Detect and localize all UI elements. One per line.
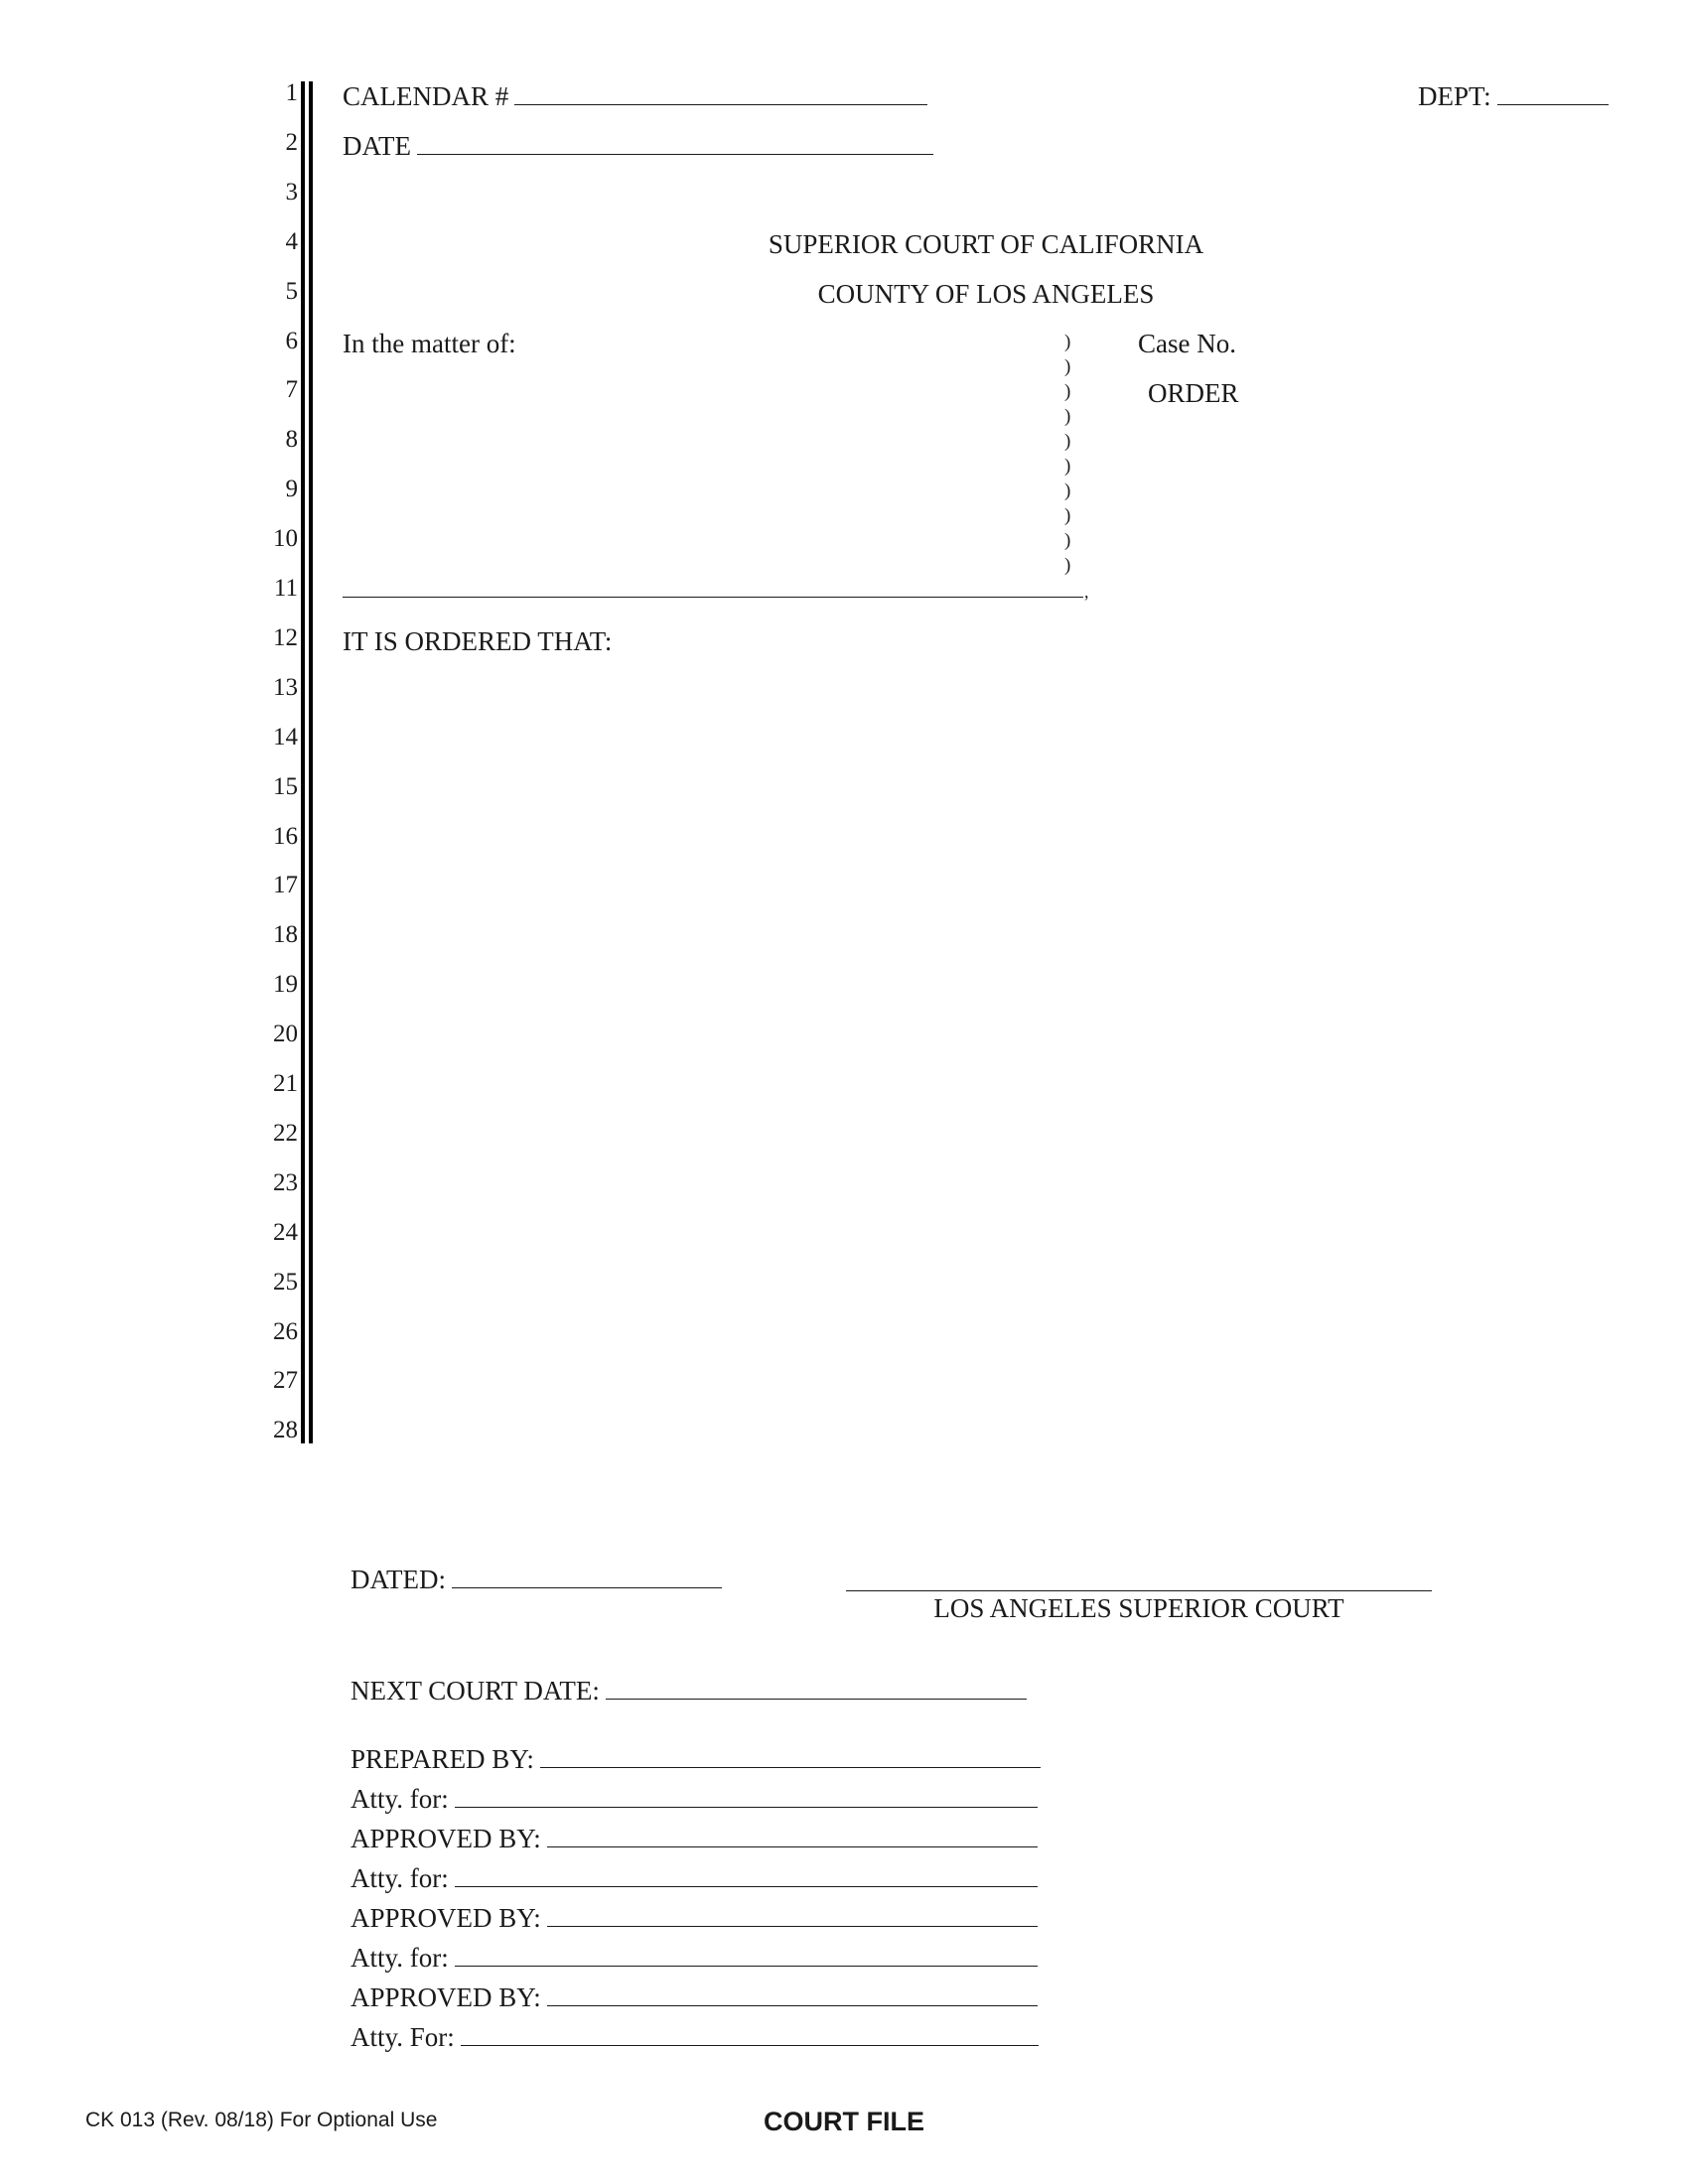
- caption-paren: ): [1064, 381, 1071, 402]
- copy-designation: COURT FILE: [764, 2107, 924, 2136]
- matter-label: In the matter of:: [343, 329, 516, 358]
- atty-for-label: Atty. For:: [351, 2022, 455, 2052]
- line-number: 14: [273, 723, 298, 751]
- dept-field: [1418, 79, 1609, 112]
- caption-paren: ): [1064, 406, 1071, 427]
- approved-by-label: APPROVED BY:: [351, 1982, 541, 2012]
- dated-field: [351, 1563, 722, 1595]
- caption-paren: ): [1064, 530, 1071, 551]
- approved-by-input-line-3[interactable]: [547, 1980, 1038, 2006]
- atty-for-input-line-1[interactable]: [455, 1782, 1038, 1808]
- line-number: 26: [273, 1317, 298, 1345]
- order-intro: IT IS ORDERED THAT:: [343, 626, 613, 656]
- next-court-date-input-line[interactable]: [606, 1674, 1027, 1700]
- atty-for-field-4: [351, 2020, 1039, 2053]
- line-number: 1: [285, 79, 298, 106]
- court-name: SUPERIOR COURT OF CALIFORNIA: [768, 229, 1204, 259]
- line-number: 27: [273, 1367, 298, 1395]
- caption-paren: ): [1064, 456, 1071, 477]
- caption-comma: ,: [1084, 582, 1089, 602]
- atty-for-label: Atty. for:: [351, 1863, 449, 1893]
- prepared-by-field: [351, 1742, 1041, 1775]
- line-number: 28: [273, 1417, 298, 1444]
- caption-paren: ): [1064, 431, 1071, 452]
- calendar-input-line[interactable]: [514, 79, 927, 105]
- dept-input-line[interactable]: [1497, 79, 1609, 105]
- atty-for-input-line-4[interactable]: [461, 2020, 1039, 2046]
- atty-for-input-line-3[interactable]: [455, 1941, 1038, 1967]
- next-court-date-field: [351, 1674, 1027, 1706]
- next-court-date-label: NEXT COURT DATE:: [351, 1676, 600, 1706]
- atty-for-label: Atty. for:: [351, 1784, 449, 1814]
- atty-for-field-2: [351, 1861, 1038, 1894]
- line-number: 12: [273, 623, 298, 651]
- approved-by-field-2: [351, 1901, 1038, 1934]
- approved-by-input-line-1[interactable]: [547, 1822, 1038, 1847]
- line-number: 18: [273, 921, 298, 949]
- calendar-label: CALENDAR #: [343, 81, 509, 111]
- line-number: 6: [285, 327, 298, 354]
- line-number: 11: [273, 575, 298, 602]
- line-number: 17: [273, 872, 298, 899]
- caption-paren: ): [1064, 505, 1071, 526]
- line-number: 4: [285, 227, 298, 255]
- approved-by-field-3: [351, 1980, 1038, 2013]
- line-number: 3: [285, 178, 298, 205]
- dated-input-line[interactable]: [452, 1563, 722, 1588]
- line-number: 15: [273, 772, 298, 800]
- date-input-line[interactable]: [417, 129, 933, 155]
- line-number: 22: [273, 1119, 298, 1147]
- approved-by-field-1: [351, 1822, 1038, 1854]
- line-number: 8: [285, 426, 298, 454]
- case-number-label: Case No.: [1138, 329, 1236, 358]
- dated-label: DATED:: [351, 1565, 446, 1594]
- line-number: 9: [285, 476, 298, 503]
- caption-paren: ): [1064, 332, 1071, 352]
- line-number: 25: [273, 1268, 298, 1296]
- document-title: ORDER: [1148, 378, 1239, 408]
- caption-paren: ): [1064, 480, 1071, 501]
- line-number: 13: [273, 673, 298, 701]
- caption-paren: ): [1064, 555, 1071, 576]
- date-label: DATE: [343, 131, 411, 161]
- judge-signature-line[interactable]: [846, 1569, 1432, 1591]
- court-signature-label: LOS ANGELES SUPERIOR COURT: [933, 1593, 1344, 1623]
- line-number: 16: [273, 822, 298, 850]
- atty-for-field-1: [351, 1782, 1038, 1815]
- approved-by-input-line-2[interactable]: [547, 1901, 1038, 1927]
- dept-label: DEPT:: [1418, 81, 1491, 111]
- date-field: [343, 129, 933, 162]
- line-number: 7: [285, 376, 298, 404]
- atty-for-field-3: [351, 1941, 1038, 1974]
- calendar-field: [343, 79, 927, 112]
- prepared-by-label: PREPARED BY:: [351, 1744, 534, 1774]
- line-number: 20: [273, 1021, 298, 1048]
- atty-for-input-line-2[interactable]: [455, 1861, 1038, 1887]
- caption-paren: ): [1064, 356, 1071, 377]
- atty-for-label: Atty. for:: [351, 1943, 449, 1973]
- prepared-by-input-line[interactable]: [540, 1742, 1041, 1768]
- line-number: 2: [285, 128, 298, 156]
- line-number: 19: [273, 971, 298, 999]
- line-number: 5: [285, 277, 298, 305]
- line-number: 23: [273, 1168, 298, 1196]
- line-number: 21: [273, 1070, 298, 1097]
- approved-by-label: APPROVED BY:: [351, 1903, 541, 1933]
- approved-by-label: APPROVED BY:: [351, 1824, 541, 1853]
- county-name: COUNTY OF LOS ANGELES: [817, 279, 1155, 309]
- caption-bottom-rule: [343, 597, 1083, 598]
- line-number: 10: [273, 525, 298, 553]
- form-id: CK 013 (Rev. 08/18) For Optional Use: [85, 2109, 438, 2131]
- line-number: 24: [273, 1218, 298, 1246]
